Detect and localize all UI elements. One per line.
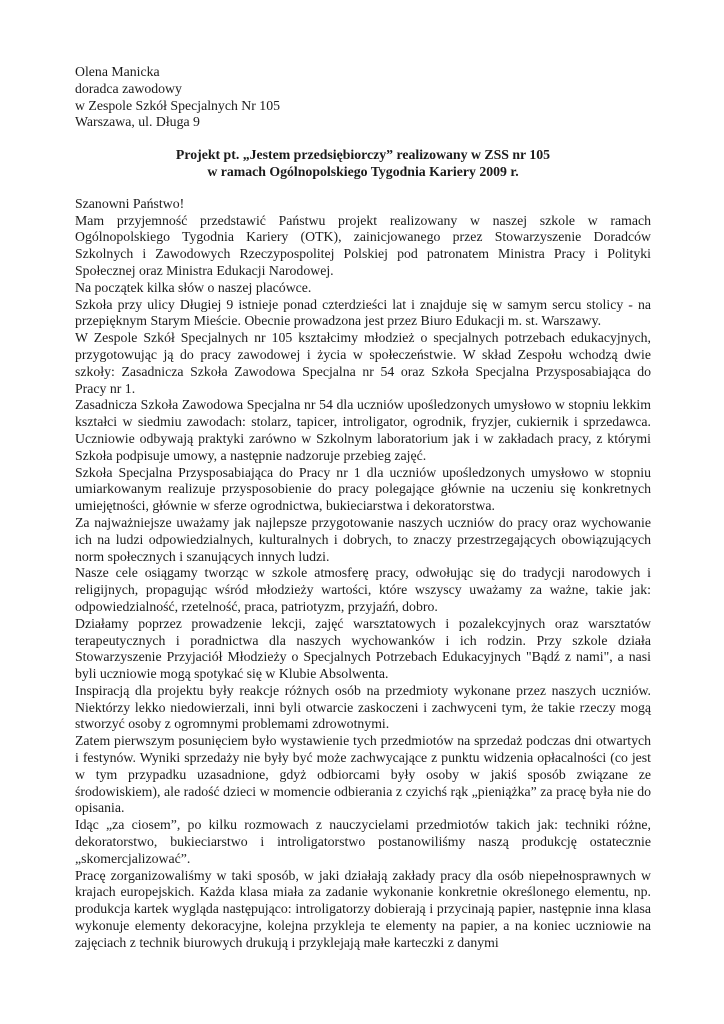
paragraph-inspiration: Inspiracją dla projektu były reakcje różnych osób na przedmioty wykonane przez naszych uczniów. Niektórzy lekko niedowierzali, inni byli otwarcie zaskoczeni i zachwyceni tym, że takie rzeczy mogą stworzyć osoby z ogromnymi problemami zdrowotnymi.: [75, 682, 651, 732]
paragraph-commercialization: Idąc „za ciosem”, po kilku rozmowach z nauczycielami przedmiotów takich jak: techniki różne, dekoratorstwo, bukieciarstwo i introligatorstwo postanowiliśmy naszą produkcję ostatecznie „skomercjalizować”.: [75, 817, 651, 866]
document-title-line-1: Projekt pt. „Jestem przedsiębiorczy” realizowany w ZSS nr 105: [175, 147, 551, 163]
paragraph-przysposabiajaca-school: Szkoła Specjalna Przysposabiająca do Pracy nr 1 dla uczniów upośledzonych umysłowo w stopniu umiarkowanym realizuje przysposobienie do pracy polegające głównie na uczeniu się konkretnych umiejętności, głównie w sferze ogrodnictwa, bukieciarstwa i dekoratorstwa.: [75, 464, 651, 514]
sender-institution: w Zespole Szkół Specjalnych Nr 105: [75, 97, 280, 113]
document-body: [75, 196, 651, 952]
sender-block: [75, 64, 651, 131]
paragraph-school-history: Szkoła przy ulicy Długiej 9 istnieje ponad czterdzieści lat i znajduje się w samym sercu stolicy - na przepięknym Starym Mieście. Obecnie prowadzona jest przez Biuro Edukacji m. st. Warszawy.: [75, 296, 651, 329]
paragraph-goals: Za najważniejsze uważamy jak najlepsze przygotowanie naszych uczniów do pracy oraz wychowanie ich na ludzi odpowiedzialnych, kulturalnych i dobrych, to znaczy przestrzegających obowiązujących norm społecznych i szanujących innych ludzi.: [75, 514, 651, 564]
paragraph-zespol-structure: W Zespole Szkół Specjalnych nr 105 kształcimy młodzież o specjalnych potrzebach edukacyjnych, przygotowując ją do pracy zawodowej i życia w społeczeństwie. W skład Zespołu wchodzą dwie szkoły: Zasadnicza Szkoła Zawodowa Specjalna nr 54 oraz Szkoła Specjalna Przysposabiająca do Pracy nr 1.: [75, 330, 651, 396]
paragraph-intro: Mam przyjemność przedstawić Państwu projekt realizowany w naszej szkole w ramach Ogólnopolskiego Tygodnia Kariery (OTK), zainicjowanego przez Stowarzyszenie Doradców Szkolnych i Zawodowych Rzeczypospolitej Polskiej pod patronatem Ministra Pracy i Polityki Społecznej oraz Ministra Edukacji Narodowej.: [75, 212, 651, 278]
paragraph-zawodowa-school: Zasadnicza Szkoła Zawodowa Specjalna nr 54 dla uczniów upośledzonych umysłowo w stopniu lekkim kształci w siedmiu zawodach: stolarz, tapicer, introligator, ogrodnik, fryzjer, cukiernik i sprzedawca. Uczniowie odbywają praktyki zarówno w Szkolnym laboratorium jak i w zakładach pracy, z którymi Szkoła podpisuje umowy, a następnie nadzoruje przebieg zajęć.: [75, 397, 651, 463]
paragraph-sales: Zatem pierwszym posunięciem było wystawienie tych przedmiotów na sprzedaż podczas dni otwartych i festynów. Wyniki sprzedaży nie były być może zachwycające z punktu widzenia opłacalności (co jest w tym przypadku uzasadnione, gdyż odbiorcami były osoby w jakiś sposób związane ze środowiskiem), ale radość dzieci w momencie odbierania z czyichś rąk „pieniążka” za pracę była nie do opisania.: [75, 733, 651, 816]
document-title: [75, 147, 651, 181]
paragraph-placowka-intro: Na początek kilka słów o naszej placówce.: [75, 279, 312, 295]
paragraph-work-organization: Pracę zorganizowaliśmy w taki sposób, w jaki działają zakłady pracy dla osób niepełnosprawnych w krajach europejskich. Każda klasa miała za zadanie wykonanie konkretnie określonego elementu, np. produkcja kartek wygląda następująco: introligatorzy dobierają i przycinają papier, następnie inna klasa wykonuje elementy dekoracyjne, kolejna przykleja te elementy na papier, a na koniec uczniowie na zajęciach z technik biurowych drukują i przyklejają małe karteczki z danymi: [75, 867, 651, 950]
document-title-line-2: w ramach Ogólnopolskiego Tygodnia Kariery 2009 r.: [207, 163, 519, 179]
paragraph-values: Nasze cele osiągamy tworząc w szkole atmosferę pracy, odwołując się do tradycji narodowych i religijnych, propagując wśród młodzieży wartości, które wszyscy uważamy za ważne, takie jak: odpowiedzialność, rzetelność, praca, patriotyzm, przyjaźń, dobro.: [75, 565, 651, 614]
paragraph-activities: Działamy poprzez prowadzenie lekcji, zajęć warsztatowych i pozalekcyjnych oraz warsztatów terapeutycznych i poradnictwa dla naszych wychowanków i ich rodzin. Przy szkole działa Stowarzyszenie Przyjaciół Młodzieży o Specjalnych Potrzebach Edukacyjnych "Bądź z nami", a nasi byli uczniowie mogą spotykać się w Klubie Absolwenta.: [75, 615, 651, 682]
sender-address: Warszawa, ul. Długa 9: [75, 114, 200, 130]
sender-name: Olena Manicka: [75, 64, 160, 79]
sender-role: doradca zawodowy: [75, 80, 182, 96]
salutation: Szanowni Państwo!: [75, 195, 185, 211]
